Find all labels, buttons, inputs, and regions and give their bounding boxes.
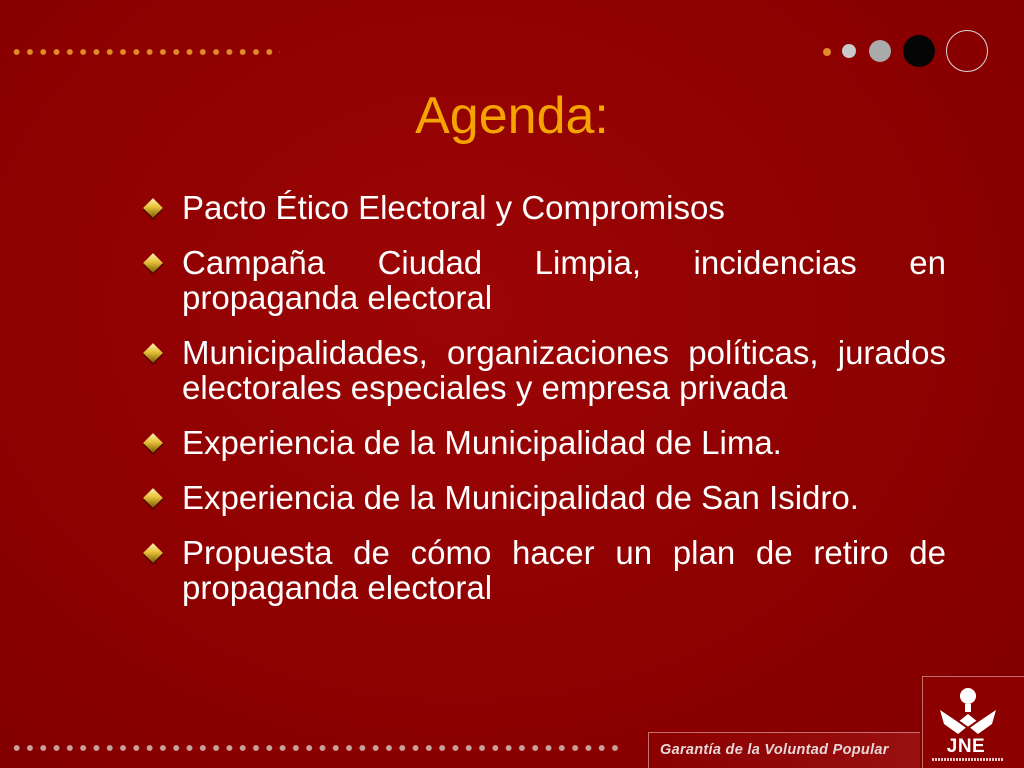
agenda-item (142, 245, 946, 315)
agenda-item-text: Pacto Ético Electoral y Compromisos (182, 189, 725, 226)
agenda-item (142, 190, 946, 225)
agenda-item-text: Experiencia de la Municipalidad de San Isidro. (182, 479, 859, 516)
agenda-list (142, 190, 946, 625)
agenda-item-text: Experiencia de la Municipalidad de Lima. (182, 424, 782, 461)
small-orange-circle-icon (823, 48, 831, 56)
logo-subtitle-line (932, 758, 1004, 761)
gold-diamond-bullet-icon (143, 253, 163, 273)
agenda-item-text: Campaña Ciudad Limpia, incidencias en propaganda electoral (182, 244, 946, 316)
logo-text: JNE (946, 736, 986, 757)
gold-diamond-bullet-icon (143, 198, 163, 218)
decorative-dots-top (10, 48, 280, 56)
agenda-item (142, 335, 946, 405)
gold-diamond-bullet-icon (143, 488, 163, 508)
gold-diamond-bullet-icon (143, 343, 163, 363)
agenda-item-text: Propuesta de cómo hacer un plan de retiro de propaganda electoral (182, 534, 946, 606)
gold-diamond-bullet-icon (143, 433, 163, 453)
decorative-circles (820, 30, 1000, 80)
jne-logo-icon (932, 684, 1004, 738)
gray-circle-icon (869, 40, 891, 62)
agenda-item (142, 480, 946, 515)
light-gray-circle-icon (842, 44, 856, 58)
footer-tagline: Garantía de la Voluntad Popular (660, 742, 889, 758)
outline-circle-icon (946, 30, 988, 72)
decorative-dots-bottom (10, 744, 622, 752)
agenda-item (142, 535, 946, 605)
agenda-item (142, 425, 946, 460)
gold-diamond-bullet-icon (143, 543, 163, 563)
agenda-item-text: Municipalidades, organizaciones políticas, jurados electorales especiales y empresa privada (182, 334, 946, 406)
black-circle-icon (903, 35, 935, 67)
slide-title: Agenda: (415, 87, 609, 145)
